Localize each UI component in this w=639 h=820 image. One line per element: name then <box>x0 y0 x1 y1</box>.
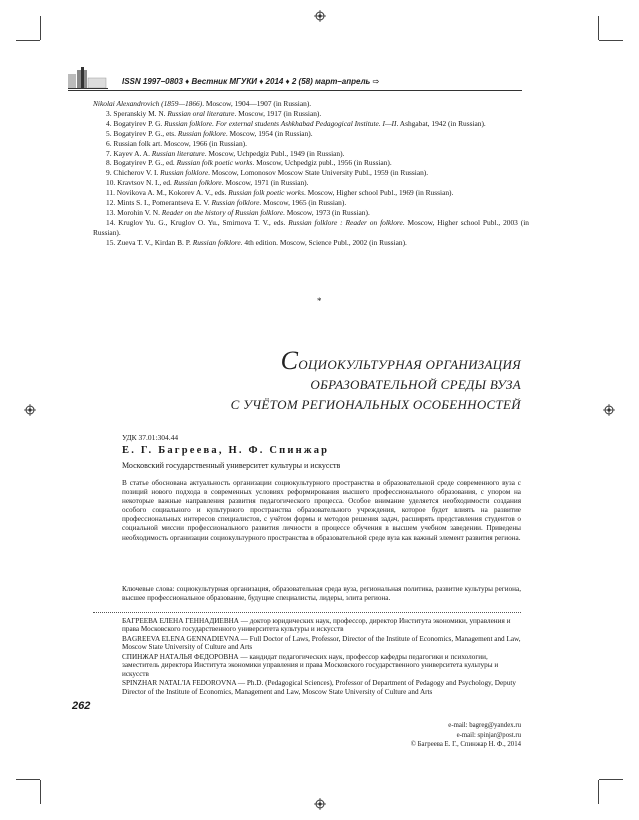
author-info-item: BAGREEVA ELENA GENNADIEVNA — Full Doctor of Laws, Professor, Director of the Institute of Economics, Management and Law, Moscow State University of Culture and Arts <box>122 635 521 652</box>
reference-item <box>93 139 529 149</box>
reference-item <box>93 168 529 178</box>
author-info-item: БАГРЕЕВА ЕЛЕНА ГЕННАДИЕВНА — доктор юридических наук, профессор, директор Института экономики, управления и права Московского государственного университета культуры и искусств <box>122 617 511 634</box>
page-number: 262 <box>72 700 91 712</box>
reference-text: . Ashgabat, 1942 (in Russian). <box>396 118 486 128</box>
reference-text: . Moscow, Uchpedgiz publ., 1956 (in Russian). <box>252 158 392 168</box>
article-title <box>230 346 521 415</box>
keywords: Ключевые слова: социокультурная организация, образовательная среда вуза, региональная политика, развитие культуры региона, высшее профессиональное образование, будущие специалисты, лидеры, элита региона. <box>122 585 521 603</box>
reference-text: . Moscow, Higher school Publ., 1969 (in Russian). <box>303 188 454 198</box>
copyright: © Багреева Е. Г., Спинжар Н. Ф., 2014 <box>410 741 521 748</box>
reference-text: 3. Speranskiy M. N. <box>106 108 168 118</box>
reference-text: 10. Kravtsov N. I., ed. <box>106 178 174 188</box>
reference-item <box>93 149 529 159</box>
reference-list <box>93 99 529 248</box>
reference-text: 8. Bogatyirev P. G., ed. <box>106 158 177 168</box>
crop-mark <box>599 779 623 780</box>
reference-text: . Moscow, Uchpedgiz Publ., 1949 (in Russian). <box>204 148 345 158</box>
reference-item <box>93 208 529 218</box>
journal-header: ISSN 1997–0803 ♦ Вестник МГУКИ ♦ 2014 ♦ 2 (58) март–апрель ⇨ <box>122 77 380 86</box>
reference-text: . Moscow, 1973 (in Russian). <box>283 207 370 217</box>
reference-italic: Russian folklore : Reader on folklore <box>288 217 403 227</box>
title-line: ОЦИОКУЛЬТУРНАЯ ОРГАНИЗАЦИЯ <box>298 357 521 372</box>
affiliation: Московский государственный университет культуры и искусств <box>122 461 341 470</box>
reference-text: 11. Novikova A. M., Kokorev A. V., eds. <box>106 188 229 198</box>
abstract-text: В статье обоснована актуальность организации социокультурного пространства в образовательной среде современного вуза с позиций нового подхода в современных условиях реформирования высшего профессионального образования, с упором на некоторые важные направления развития педагогического процесса. Особое внимание уделяется необходимости создания особого социального и культурного пространства образовательного учреждения, которое будет влиять на развитие профессиональных интересов специалистов, с учётом формы и методов решения задач, расширять представления студентов о социальной миссии профессионального развития личности в процессе обучения в высшем учебном заведении. Приведены необходимость организации социокультурного пространства в образовательной среде вуза как важный элемент развития региона. <box>122 479 521 542</box>
reference-text: 15. Zueva T. V., Kirdan B. P. <box>106 237 193 247</box>
reference-italic: Russian folk poetic works <box>176 158 253 168</box>
reference-italic: Nikolai Alexandrovich (1859—1866) <box>93 99 203 108</box>
reference-item <box>93 218 529 238</box>
abstract <box>122 479 521 543</box>
title-initial: С <box>280 346 299 375</box>
reference-item <box>93 158 529 168</box>
journal-logo-icon <box>68 66 108 90</box>
authors: Е. Г. Багреева, Н. Ф. Спинжар <box>122 445 330 456</box>
divider <box>93 612 521 613</box>
reference-text: . 4th edition. Moscow, Science Publ., 2002 (in Russian). <box>240 237 407 247</box>
reference-text: 5. Bogatyirev P. G., ets. <box>106 128 178 138</box>
reference-text: . Moscow, Higher school Publ., 2003 (in Russian). <box>93 217 529 237</box>
reference-text: . Moscow, 1904—1907 (in Russian). <box>202 99 312 108</box>
crop-mark <box>598 16 599 40</box>
reference-italic: Russian folklore <box>192 237 241 247</box>
author-info-item: SPINZHAR NATAL'IA FEDOROVNA — Ph.D. (Pedagogical Sciences), Professor of Department of Pedagogy and Psychology, Deputy Director of the Institute of Economics, Management and Law, Moscow State University of Culture and Arts <box>122 679 516 696</box>
reference-text: 4. Bogatyirev P. G. <box>106 118 165 128</box>
reference-item <box>93 188 529 198</box>
reference-text: 6. Russian folk art. Moscow, 1966 (in Russian). <box>106 138 247 148</box>
reference-item <box>93 178 529 188</box>
registration-mark-icon <box>314 10 326 22</box>
reference-italic: Russian folklore <box>173 178 222 188</box>
title-line: С УЧЁТОМ РЕГИОНАЛЬНЫХ ОСОБЕННОСТЕЙ <box>230 397 521 412</box>
author-info-item: СПИНЖАР НАТАЛЬЯ ФЕДОРОВНА — кандидат педагогических наук, профессор кафедры педагогики и психологии, заместитель директора Института экономики управления и права Московского государственного университета культуры и искусств <box>122 653 499 678</box>
reference-text: . Moscow, 1954 (in Russian). <box>225 128 313 138</box>
registration-mark-icon <box>603 404 615 416</box>
email: e-mail: spinjar@post.ru <box>456 731 521 739</box>
reference-italic: Russian folklore <box>211 198 260 208</box>
reference-item <box>93 99 529 109</box>
crop-mark <box>16 779 40 780</box>
header-rule <box>68 90 522 91</box>
registration-mark-icon <box>24 404 36 416</box>
reference-text: 12. Mints S. I., Pomerantseva E. V. <box>106 198 212 208</box>
crop-mark <box>598 780 599 804</box>
reference-italic: Russian literature <box>151 148 205 158</box>
reference-text: 13. Morohin V. N. <box>106 207 162 217</box>
reference-item <box>93 238 529 248</box>
crop-mark <box>599 40 623 41</box>
email: e-mail: bagreg@yandex.ru <box>448 722 521 729</box>
section-separator: * <box>317 296 322 306</box>
registration-mark-icon <box>314 798 326 810</box>
author-info <box>122 617 521 697</box>
reference-text: 7. Kayev A. A. <box>106 148 152 158</box>
reference-text: 9. Chicherov V. I. <box>106 168 161 178</box>
reference-item <box>93 198 529 208</box>
udk-code: УДК 37.01:304.44 <box>122 433 179 442</box>
title-line: ОБРАЗОВАТЕЛЬНОЙ СРЕДЫ ВУЗА <box>310 377 521 392</box>
crop-mark <box>40 16 41 40</box>
reference-italic: Russian folklore <box>177 128 226 138</box>
crop-mark <box>16 40 40 41</box>
reference-item <box>93 119 529 129</box>
contacts <box>411 721 521 750</box>
reference-text: 14. Kruglov Yu. G., Kruglov O. Yu., Smirnova T. V., eds. <box>106 217 289 227</box>
reference-italic: Russian folklore <box>160 168 209 178</box>
reference-italic: Russian folk poetic works <box>228 188 304 198</box>
reference-text: . Moscow, 1917 (in Russian). <box>234 108 322 118</box>
reference-text: . Moscow, 1965 (in Russian). <box>259 198 347 208</box>
reference-italic: Russian oral literature <box>167 108 235 118</box>
reference-italic: Russian folklore. For external students Ashkhabad Pedagogical Institute. I—II <box>164 118 397 128</box>
reference-item <box>93 109 529 119</box>
crop-mark <box>40 780 41 804</box>
reference-item <box>93 129 529 139</box>
reference-italic: Reader on the history of Russian folklore <box>161 207 284 217</box>
reference-text: . Moscow, Lomonosov Moscow State University Publ., 1959 (in Russian). <box>208 168 429 178</box>
reference-text: . Moscow, 1971 (in Russian). <box>221 178 309 188</box>
